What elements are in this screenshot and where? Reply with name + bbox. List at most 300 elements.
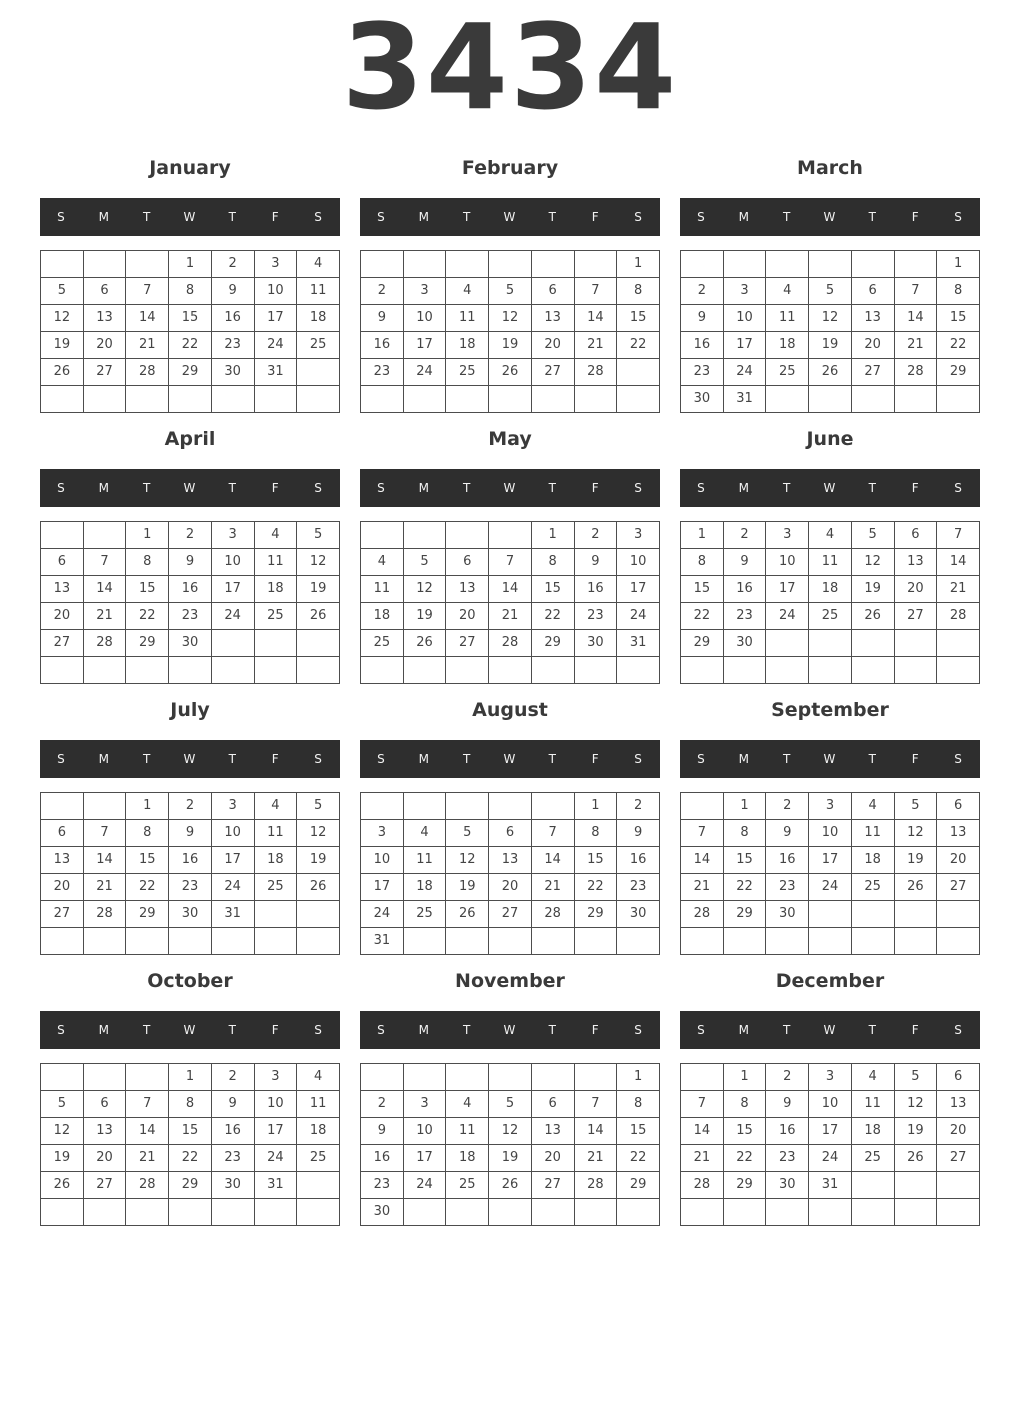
day-cell: 8 [617,277,660,304]
weekday-label: T [142,209,152,224]
day-cell: 4 [361,548,404,575]
day-cell: 24 [211,873,254,900]
day-cell: 26 [297,873,340,900]
day-cell: 5 [41,277,84,304]
day-cell: 29 [126,629,169,656]
day-cell: 5 [809,277,852,304]
month-title: August [472,698,548,721]
day-cell: 2 [169,792,212,819]
day-cell: 10 [723,304,766,331]
week-row [41,277,340,304]
day-cell: 20 [531,331,574,358]
day-cell: 18 [851,1117,894,1144]
day-cell: 24 [723,358,766,385]
empty-day-cell [126,927,169,954]
empty-day-cell [446,385,489,412]
week-row [361,358,660,385]
day-cell: 24 [361,900,404,927]
empty-day-cell [531,250,574,277]
day-cell: 31 [617,629,660,656]
day-cell: 2 [361,1090,404,1117]
week-row [681,304,980,331]
day-cell: 14 [894,304,937,331]
day-cell: 25 [361,629,404,656]
empty-day-cell [851,250,894,277]
day-cell: 10 [211,548,254,575]
empty-day-cell [361,792,404,819]
year-title: 3434 [341,0,679,136]
day-cell: 12 [489,304,532,331]
day-cell: 28 [681,900,724,927]
day-cell: 15 [126,575,169,602]
weekday-label: T [462,480,472,495]
day-cell: 6 [489,819,532,846]
empty-day-cell [851,656,894,683]
day-cell: 28 [894,358,937,385]
day-cell: 1 [681,521,724,548]
empty-day-cell [681,656,724,683]
weekday-label: S [697,209,706,224]
day-cell: 7 [126,277,169,304]
month-days-table [40,792,340,955]
week-row [41,304,340,331]
month-block [680,969,980,1226]
week-row [681,1144,980,1171]
day-cell: 4 [446,1090,489,1117]
day-cell: 4 [297,1063,340,1090]
week-row [361,277,660,304]
day-cell: 28 [83,900,126,927]
week-row [361,846,660,873]
day-cell: 15 [169,1117,212,1144]
empty-day-cell [446,1198,489,1225]
day-cell: 4 [446,277,489,304]
empty-day-cell [361,250,404,277]
month-days-table [680,1063,980,1226]
month-block [40,156,340,413]
empty-day-cell [403,521,446,548]
day-cell: 5 [851,521,894,548]
empty-day-cell [681,792,724,819]
weekday-label: W [183,480,197,495]
day-cell: 14 [681,1117,724,1144]
day-cell: 5 [446,819,489,846]
empty-day-cell [894,900,937,927]
day-cell: 5 [297,792,340,819]
day-cell: 15 [681,575,724,602]
weekday-label: S [377,480,386,495]
day-cell: 6 [531,277,574,304]
weekday-header [680,1011,980,1049]
day-cell: 19 [894,1117,937,1144]
weekday-label: S [634,209,643,224]
month-days-table [680,521,980,684]
empty-day-cell [723,927,766,954]
empty-day-cell [403,1198,446,1225]
month-days-table [360,792,660,955]
day-cell: 9 [361,1117,404,1144]
week-row [41,927,340,954]
day-cell: 21 [531,873,574,900]
weekday-label: S [314,209,323,224]
day-cell: 23 [361,1171,404,1198]
empty-day-cell [41,521,84,548]
day-cell: 14 [489,575,532,602]
day-cell: 2 [723,521,766,548]
day-cell: 24 [809,873,852,900]
day-cell: 6 [851,277,894,304]
day-cell: 11 [446,1117,489,1144]
day-cell: 15 [617,1117,660,1144]
month-title: July [170,698,210,721]
day-cell: 1 [169,250,212,277]
day-cell: 12 [41,1117,84,1144]
day-cell: 10 [617,548,660,575]
weekday-label: S [697,751,706,766]
weekday-header [40,198,340,236]
empty-day-cell [169,1198,212,1225]
day-cell: 22 [617,331,660,358]
day-cell: 17 [361,873,404,900]
weekday-label: S [634,480,643,495]
day-cell: 15 [723,846,766,873]
week-row [41,819,340,846]
empty-day-cell [809,1198,852,1225]
weekday-label: W [183,1022,197,1037]
day-cell: 6 [531,1090,574,1117]
day-cell: 26 [489,1171,532,1198]
empty-day-cell [894,1171,937,1198]
day-cell: 11 [254,548,297,575]
empty-day-cell [297,1171,340,1198]
week-row [681,1171,980,1198]
day-cell: 16 [617,846,660,873]
day-cell: 19 [403,602,446,629]
day-cell: 29 [681,629,724,656]
day-cell: 12 [403,575,446,602]
empty-day-cell [851,1198,894,1225]
week-row [41,792,340,819]
empty-day-cell [681,1063,724,1090]
week-row [41,1090,340,1117]
empty-day-cell [489,656,532,683]
month-title: September [771,698,889,721]
empty-day-cell [297,900,340,927]
month-title: April [164,427,216,450]
month-title: January [149,156,231,179]
day-cell: 10 [403,304,446,331]
month-title: October [147,969,233,992]
day-cell: 22 [126,873,169,900]
day-cell: 24 [211,602,254,629]
month-days-table [40,1063,340,1226]
weekday-label: T [548,209,558,224]
day-cell: 15 [574,846,617,873]
day-cell: 1 [126,521,169,548]
day-cell: 9 [617,819,660,846]
empty-day-cell [297,927,340,954]
empty-day-cell [681,250,724,277]
week-row [361,304,660,331]
week-row [41,521,340,548]
week-row [361,927,660,954]
empty-day-cell [403,250,446,277]
weekday-label: T [868,209,878,224]
day-cell: 2 [211,1063,254,1090]
week-row [681,548,980,575]
empty-day-cell [617,656,660,683]
empty-day-cell [297,656,340,683]
day-cell: 30 [723,629,766,656]
day-cell: 21 [681,873,724,900]
empty-day-cell [446,250,489,277]
week-row [681,873,980,900]
day-cell: 9 [361,304,404,331]
day-cell: 22 [169,331,212,358]
day-cell: 12 [446,846,489,873]
empty-day-cell [211,927,254,954]
day-cell: 27 [531,358,574,385]
weekday-label: W [503,209,517,224]
empty-day-cell [766,927,809,954]
weekday-header [40,1011,340,1049]
day-cell: 28 [126,358,169,385]
day-cell: 7 [126,1090,169,1117]
day-cell: 3 [254,250,297,277]
day-cell: 7 [83,819,126,846]
empty-day-cell [681,1198,724,1225]
day-cell: 8 [126,819,169,846]
day-cell: 25 [446,1171,489,1198]
day-cell: 29 [723,1171,766,1198]
day-cell: 1 [937,250,980,277]
day-cell: 21 [894,331,937,358]
week-row [361,1144,660,1171]
empty-day-cell [211,656,254,683]
weekday-label: S [377,209,386,224]
empty-day-cell [403,656,446,683]
day-cell: 16 [211,304,254,331]
day-cell: 17 [254,304,297,331]
weekday-label: M [98,209,110,224]
day-cell: 29 [169,358,212,385]
week-row [41,846,340,873]
day-cell: 27 [83,1171,126,1198]
day-cell: 5 [489,1090,532,1117]
empty-day-cell [169,385,212,412]
empty-day-cell [361,385,404,412]
day-cell: 13 [83,1117,126,1144]
day-cell: 10 [766,548,809,575]
week-row [681,656,980,683]
empty-day-cell [574,1198,617,1225]
week-row [681,602,980,629]
day-cell: 21 [126,331,169,358]
day-cell: 7 [681,819,724,846]
day-cell: 12 [809,304,852,331]
day-cell: 2 [617,792,660,819]
day-cell: 17 [723,331,766,358]
day-cell: 2 [211,250,254,277]
day-cell: 3 [766,521,809,548]
empty-day-cell [531,656,574,683]
week-row [41,1117,340,1144]
day-cell: 11 [851,1090,894,1117]
day-cell: 26 [297,602,340,629]
day-cell: 14 [83,846,126,873]
week-row [361,629,660,656]
empty-day-cell [446,792,489,819]
day-cell: 3 [809,1063,852,1090]
empty-day-cell [851,927,894,954]
weekday-label: W [823,209,837,224]
month-days-table [680,792,980,955]
day-cell: 22 [169,1144,212,1171]
day-cell: 28 [574,358,617,385]
week-row [41,656,340,683]
week-row [41,250,340,277]
day-cell: 25 [297,1144,340,1171]
day-cell: 25 [403,900,446,927]
week-row [361,331,660,358]
day-cell: 9 [766,1090,809,1117]
day-cell: 20 [531,1144,574,1171]
empty-day-cell [531,927,574,954]
day-cell: 16 [361,331,404,358]
day-cell: 1 [574,792,617,819]
empty-day-cell [937,656,980,683]
day-cell: 11 [361,575,404,602]
day-cell: 26 [41,358,84,385]
week-row [41,1198,340,1225]
month-block [40,698,340,955]
day-cell: 13 [531,304,574,331]
day-cell: 24 [403,358,446,385]
month-days-table [40,250,340,413]
day-cell: 20 [41,873,84,900]
empty-day-cell [83,927,126,954]
day-cell: 21 [83,602,126,629]
empty-day-cell [297,358,340,385]
empty-day-cell [403,927,446,954]
day-cell: 25 [809,602,852,629]
day-cell: 2 [169,521,212,548]
day-cell: 7 [894,277,937,304]
day-cell: 27 [937,1144,980,1171]
day-cell: 13 [937,819,980,846]
day-cell: 1 [723,792,766,819]
day-cell: 29 [617,1171,660,1198]
day-cell: 8 [531,548,574,575]
day-cell: 26 [809,358,852,385]
day-cell: 24 [766,602,809,629]
empty-day-cell [723,1198,766,1225]
weekday-label: S [954,209,963,224]
empty-day-cell [41,792,84,819]
day-cell: 23 [617,873,660,900]
day-cell: 4 [254,521,297,548]
day-cell: 1 [617,250,660,277]
day-cell: 11 [851,819,894,846]
day-cell: 1 [723,1063,766,1090]
week-row [41,1144,340,1171]
day-cell: 22 [937,331,980,358]
day-cell: 14 [937,548,980,575]
week-row [681,358,980,385]
day-cell: 19 [489,1144,532,1171]
empty-day-cell [126,1198,169,1225]
day-cell: 16 [211,1117,254,1144]
empty-day-cell [126,1063,169,1090]
empty-day-cell [211,385,254,412]
day-cell: 27 [937,873,980,900]
week-row [681,250,980,277]
weekday-label: S [954,751,963,766]
empty-day-cell [766,656,809,683]
empty-day-cell [403,792,446,819]
weekday-label: W [503,751,517,766]
weekday-header [360,469,660,507]
week-row [361,1171,660,1198]
day-cell: 20 [83,1144,126,1171]
empty-day-cell [41,656,84,683]
empty-day-cell [41,1198,84,1225]
day-cell: 12 [851,548,894,575]
week-row [681,927,980,954]
empty-day-cell [41,927,84,954]
day-cell: 6 [41,819,84,846]
day-cell: 15 [531,575,574,602]
day-cell: 28 [574,1171,617,1198]
day-cell: 19 [851,575,894,602]
day-cell: 14 [681,846,724,873]
week-row [361,873,660,900]
day-cell: 30 [169,900,212,927]
empty-day-cell [851,1171,894,1198]
day-cell: 7 [489,548,532,575]
day-cell: 29 [937,358,980,385]
day-cell: 20 [489,873,532,900]
week-row [681,521,980,548]
day-cell: 31 [361,927,404,954]
day-cell: 5 [894,792,937,819]
day-cell: 27 [894,602,937,629]
day-cell: 11 [254,819,297,846]
day-cell: 17 [809,1117,852,1144]
day-cell: 16 [361,1144,404,1171]
day-cell: 9 [681,304,724,331]
day-cell: 31 [809,1171,852,1198]
empty-day-cell [851,629,894,656]
empty-day-cell [894,656,937,683]
weekday-label: T [782,1022,792,1037]
day-cell: 6 [937,792,980,819]
month-block [360,969,660,1226]
weekday-label: W [823,1022,837,1037]
weekday-label: W [183,751,197,766]
day-cell: 18 [297,304,340,331]
day-cell: 3 [211,792,254,819]
empty-day-cell [531,1198,574,1225]
week-row [681,277,980,304]
day-cell: 13 [851,304,894,331]
day-cell: 15 [617,304,660,331]
weekday-header [680,740,980,778]
empty-day-cell [937,385,980,412]
day-cell: 30 [766,900,809,927]
day-cell: 22 [681,602,724,629]
day-cell: 11 [446,304,489,331]
